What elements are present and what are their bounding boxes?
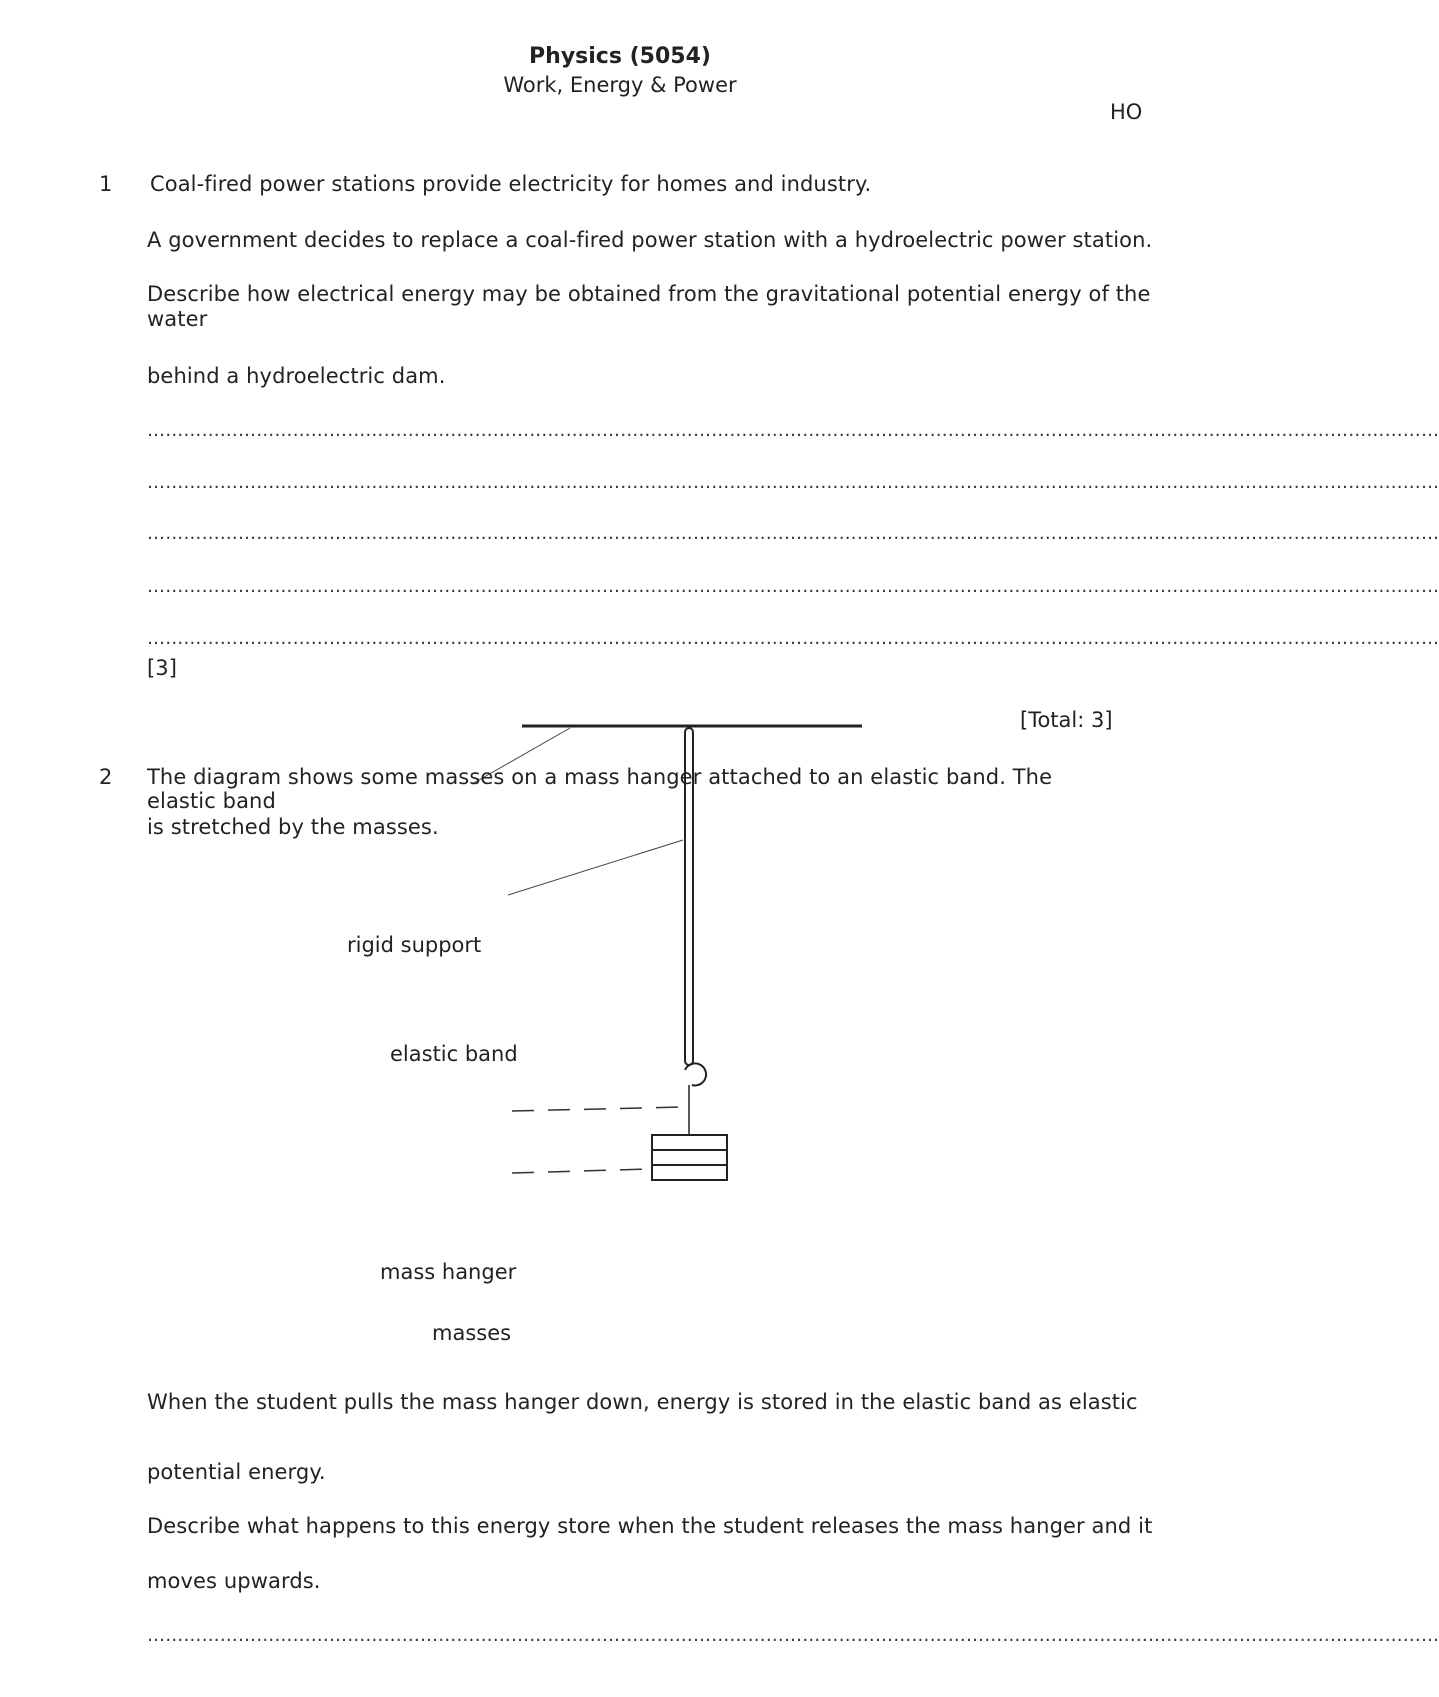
hanger-hook bbox=[685, 1063, 706, 1085]
label-masses: masses bbox=[432, 1321, 512, 1345]
question-1-context: A government decides to replace a coal-fired power station with a hydroelectric power station. bbox=[147, 228, 1153, 252]
elastic-band-pointer bbox=[508, 840, 683, 895]
question-1-total: [Total: 3] bbox=[1020, 708, 1113, 732]
masses bbox=[652, 1135, 727, 1180]
label-mass-hanger: mass hanger bbox=[380, 1260, 517, 1284]
question-2-number: 2 bbox=[99, 765, 113, 789]
label-elastic-band: elastic band bbox=[390, 1042, 518, 1066]
answer-line[interactable]: …………………………………………………………………………………………………………………………………………………………………………………………… bbox=[147, 576, 1439, 597]
question-1-marks: [3] bbox=[147, 656, 178, 680]
page-subtitle: Work, Energy & Power bbox=[503, 73, 737, 97]
corner-code: HO bbox=[1110, 100, 1143, 124]
question-1-prompt-line-3: behind a hydroelectric dam. bbox=[147, 364, 446, 388]
question-1-prompt-line-2: water bbox=[147, 307, 208, 331]
question-1-intro: Coal-fired power stations provide electricity for homes and industry. bbox=[150, 172, 872, 196]
question-2-intro-line-1: The diagram shows some masses on a mass hanger attached to an elastic band. The bbox=[147, 765, 1053, 789]
question-2-statement-line-2: potential energy. bbox=[147, 1460, 326, 1484]
question-2-prompt-line-1: Describe what happens to this energy store when the student releases the mass hanger and it bbox=[147, 1514, 1153, 1538]
label-rigid-support: rigid support bbox=[347, 933, 482, 957]
mass-hanger-pointer bbox=[512, 1107, 684, 1111]
answer-line[interactable]: …………………………………………………………………………………………………………………………………………………………………………………………… bbox=[147, 523, 1439, 544]
question-1-prompt-line-1: Describe how electrical energy may be obtained from the gravitational potential energy of the bbox=[147, 282, 1151, 306]
answer-line[interactable]: …………………………………………………………………………………………………………………………………………………………………………………………… bbox=[147, 1625, 1439, 1646]
question-2-statement-line-1: When the student pulls the mass hanger down, energy is stored in the elastic band as elastic bbox=[147, 1390, 1138, 1414]
masses-pointer bbox=[512, 1169, 650, 1173]
question-2-intro-line-3: is stretched by the masses. bbox=[147, 815, 439, 839]
answer-line[interactable]: …………………………………………………………………………………………………………………………………………………………………………………………… bbox=[147, 420, 1439, 441]
answer-line[interactable]: …………………………………………………………………………………………………………………………………………………………………………………………… bbox=[147, 628, 1439, 649]
question-1-number: 1 bbox=[99, 172, 113, 196]
answer-line[interactable]: …………………………………………………………………………………………………………………………………………………………………………………………… bbox=[147, 472, 1439, 493]
page-title: Physics (5054) bbox=[529, 44, 711, 69]
question-2-prompt-line-2: moves upwards. bbox=[147, 1569, 321, 1593]
question-2-intro-line-2: elastic band bbox=[147, 789, 276, 813]
